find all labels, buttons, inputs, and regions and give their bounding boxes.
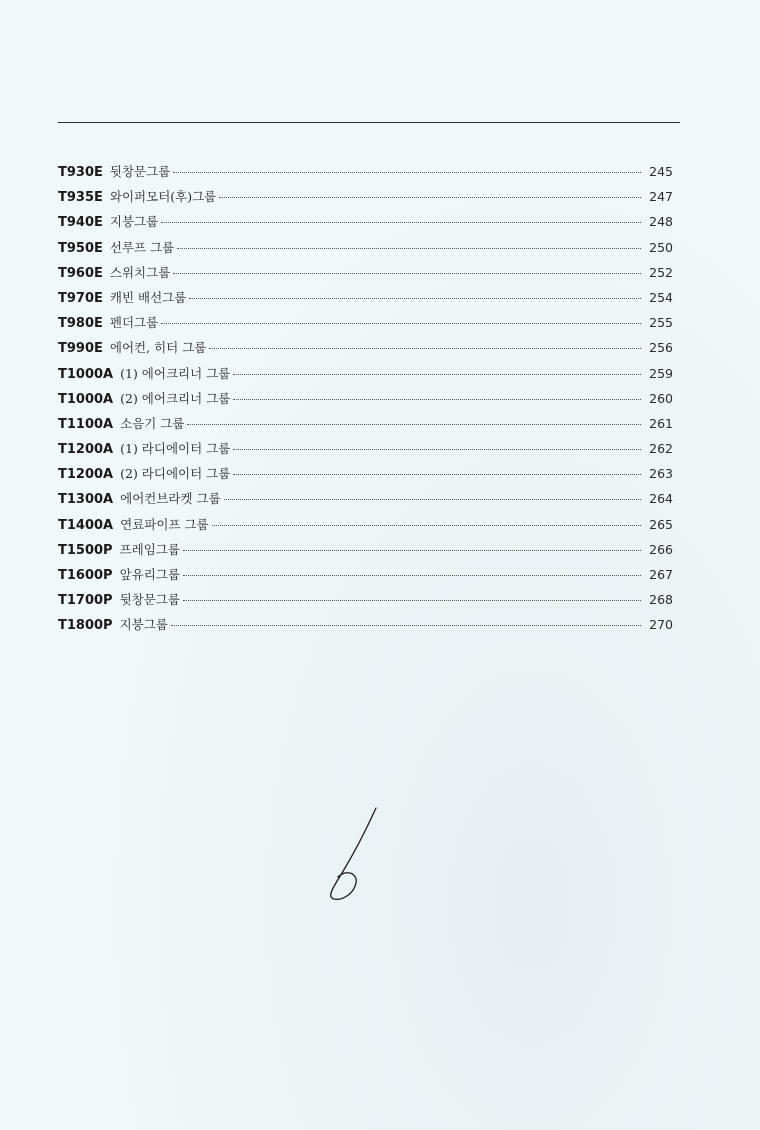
toc-entry-page: 262 bbox=[649, 441, 673, 457]
toc-entry-title: (2) 에어크리너 그룹 bbox=[120, 390, 231, 406]
toc-entry-page: 252 bbox=[649, 264, 673, 280]
toc-entry-leader bbox=[173, 273, 641, 274]
toc-entry-title: 연료파이프 그룹 bbox=[120, 516, 209, 532]
toc-entry-code: T930E bbox=[58, 165, 103, 180]
toc-entry-leader bbox=[209, 348, 641, 349]
toc-entry-code: T1000A bbox=[58, 391, 114, 407]
toc-entry-leader bbox=[224, 499, 641, 500]
toc-entry-code: T960E bbox=[58, 265, 103, 281]
toc-entry bbox=[58, 389, 673, 414]
toc-entry bbox=[58, 565, 673, 590]
toc-entry-code: T980E bbox=[58, 316, 103, 332]
toc-entry-title: 와이퍼모터(후)그룹 bbox=[109, 189, 217, 205]
toc-entry-title: 프레임그룹 bbox=[119, 541, 180, 557]
toc-entry-title: 앞유리그룹 bbox=[119, 567, 180, 582]
toc-entry-code: T1200A bbox=[58, 442, 114, 458]
toc-entry-leader bbox=[233, 449, 641, 450]
handwritten-page-mark bbox=[318, 805, 388, 905]
toc-entry-title: 뒷창문그룹 bbox=[109, 164, 171, 179]
toc-entry bbox=[58, 263, 673, 288]
toc-entry-page: 259 bbox=[649, 365, 673, 381]
toc-entry-page: 247 bbox=[649, 189, 673, 205]
toc-entry-page: 254 bbox=[649, 289, 673, 305]
toc-entry-leader bbox=[171, 625, 641, 626]
toc-entry-code: T940E bbox=[58, 215, 103, 231]
toc-entry-page: 261 bbox=[649, 415, 673, 431]
toc-entry-code: T990E bbox=[58, 341, 103, 357]
toc-entry-leader bbox=[183, 550, 641, 551]
toc-entry-code: T1500P bbox=[58, 542, 113, 558]
toc-entry-title: 스위치그룹 bbox=[109, 264, 171, 280]
toc-entry-page: 250 bbox=[649, 239, 673, 255]
toc-entry-leader bbox=[183, 575, 641, 576]
toc-entry bbox=[58, 540, 673, 565]
toc-entry-code: T1300A bbox=[58, 492, 114, 508]
toc-entry-code: T1200A bbox=[58, 467, 114, 483]
toc-entry-page: 255 bbox=[649, 315, 673, 331]
toc-entry-code: T935E bbox=[58, 190, 103, 206]
toc-entry bbox=[58, 288, 673, 313]
toc-entry bbox=[58, 238, 673, 263]
toc-entry-leader bbox=[173, 172, 641, 173]
toc-entry-leader bbox=[233, 399, 641, 400]
toc-entry-code: T970E bbox=[58, 290, 103, 306]
toc-entry-page: 260 bbox=[649, 390, 673, 406]
toc-entry-page: 248 bbox=[649, 214, 673, 230]
toc-entry-title: (1) 에어크리너 그룹 bbox=[120, 365, 231, 381]
toc-entry-leader bbox=[161, 222, 641, 223]
toc-entry-leader bbox=[189, 298, 641, 299]
toc-entry bbox=[58, 414, 673, 439]
toc-entry-leader bbox=[219, 197, 641, 198]
toc-entry bbox=[58, 313, 673, 338]
toc-entry-title: 에어컨브라켓 그룹 bbox=[120, 491, 221, 507]
toc-entry-page: 256 bbox=[649, 340, 673, 356]
toc-entry bbox=[58, 187, 673, 212]
table-of-contents bbox=[58, 162, 673, 641]
toc-entry-page: 264 bbox=[649, 491, 673, 507]
header-rule bbox=[58, 122, 680, 123]
toc-entry-page: 270 bbox=[649, 617, 673, 633]
toc-entry-leader bbox=[187, 424, 641, 425]
toc-entry-leader bbox=[233, 474, 641, 475]
toc-entry-title: (2) 라디에이터 그룹 bbox=[120, 466, 231, 482]
toc-entry bbox=[58, 439, 673, 464]
toc-entry-code: T1100A bbox=[58, 416, 114, 432]
toc-entry-title: 지붕그룹 bbox=[109, 214, 159, 230]
toc-entry bbox=[58, 162, 673, 187]
toc-entry-code: T1800P bbox=[58, 618, 113, 634]
toc-entry bbox=[58, 464, 673, 489]
toc-entry bbox=[58, 212, 673, 237]
toc-entry-leader bbox=[161, 323, 641, 324]
toc-entry bbox=[58, 515, 673, 540]
toc-entry-page: 268 bbox=[649, 592, 673, 608]
toc-entry-title: 캐빈 배선그룹 bbox=[109, 289, 187, 305]
toc-entry-title: 펜더그룹 bbox=[109, 315, 159, 331]
toc-entry-leader bbox=[177, 248, 641, 249]
toc-entry-code: T950E bbox=[58, 240, 103, 256]
toc-entry-title: 소음기 그룹 bbox=[120, 415, 185, 431]
toc-entry-title: (1) 라디에이터 그룹 bbox=[120, 441, 231, 457]
toc-entry bbox=[58, 364, 673, 389]
toc-entry-page: 267 bbox=[649, 567, 673, 582]
toc-entry-code: T1600P bbox=[58, 568, 113, 583]
toc-entry-leader bbox=[183, 600, 641, 601]
toc-entry-title: 지붕그룹 bbox=[119, 617, 168, 633]
toc-entry-page: 245 bbox=[649, 164, 673, 179]
toc-entry-page: 266 bbox=[649, 541, 673, 557]
toc-entry-code: T1000A bbox=[58, 366, 114, 382]
toc-entry-leader bbox=[233, 374, 641, 375]
toc-entry bbox=[58, 615, 673, 640]
toc-entry-page: 263 bbox=[649, 466, 673, 482]
toc-entry-title: 에어컨, 히터 그룹 bbox=[109, 340, 207, 356]
toc-entry-code: T1700P bbox=[58, 593, 113, 609]
toc-entry bbox=[58, 338, 673, 363]
toc-entry-leader bbox=[212, 525, 641, 526]
toc-entry-code: T1400A bbox=[58, 517, 114, 533]
toc-entry-title: 선루프 그룹 bbox=[109, 239, 175, 255]
toc-entry bbox=[58, 590, 673, 615]
toc-entry bbox=[58, 489, 673, 514]
toc-entry-title: 뒷창문그룹 bbox=[119, 592, 180, 608]
toc-entry-page: 265 bbox=[649, 516, 673, 532]
